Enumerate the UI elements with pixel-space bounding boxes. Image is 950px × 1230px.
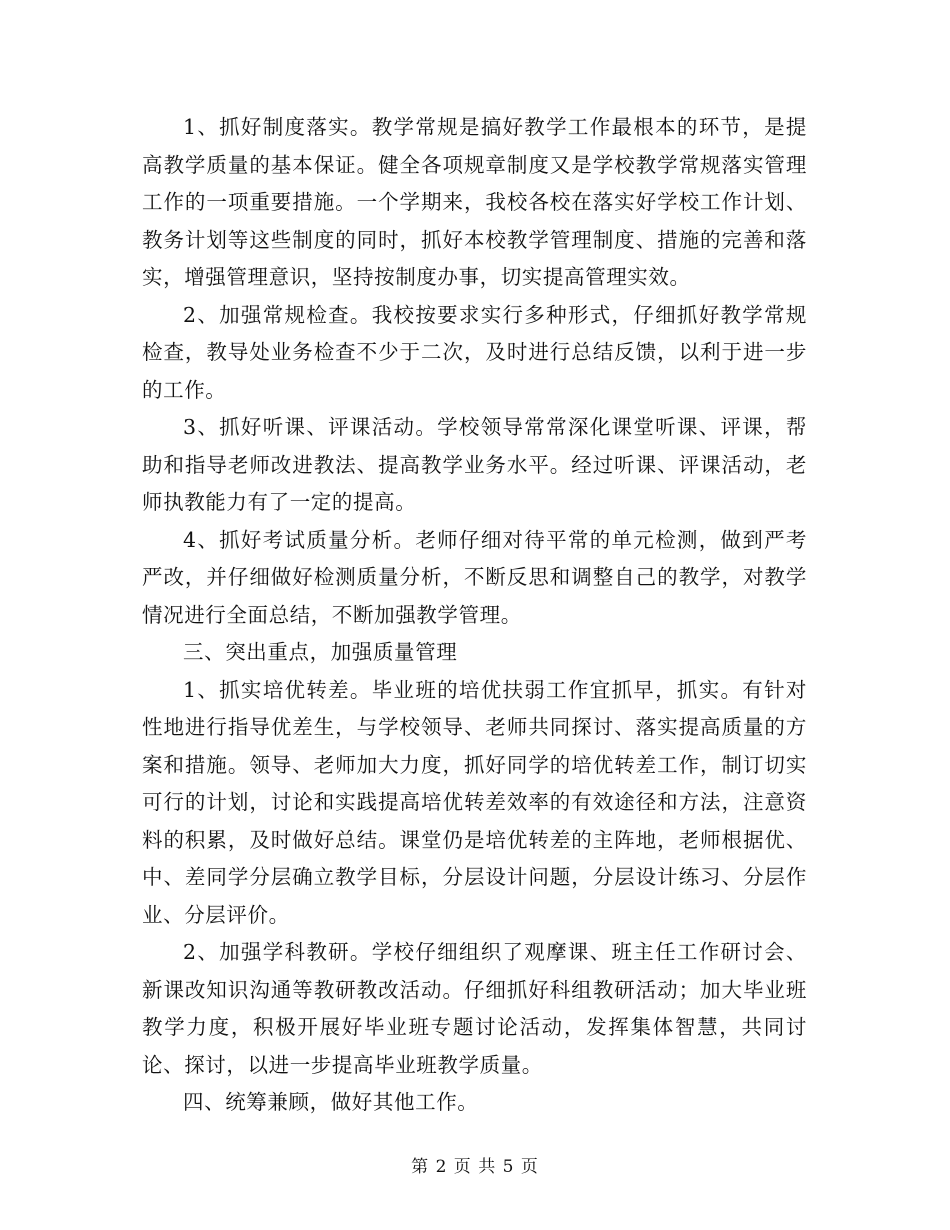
page-number-footer: 第 2 页 共 5 页	[411, 1157, 539, 1177]
paragraph-student-support: 1、抓实培优转差。毕业班的培优扶弱工作宜抓早，抓实。有针对性地进行指导优差生，与学校领导、老师共同探讨、落实提高质量的方案和措施。领导、老师加大力度，抓好同学的培优转差工作，制订切实可行的计划，讨论和实践提高培优转差效率的有效途径和方法，注意资料的积累，及时做好总结。课堂仍是培优转差的主阵地，老师根据优、中、差同学分层确立教学目标，分层设计问题，分层设计练习、分层作业、分层评价。	[142, 677, 807, 927]
document-body	[142, 109, 807, 1122]
paragraph-exam-analysis: 4、抓好考试质量分析。老师仔细对待平常的单元检测，做到严考严改，并仔细做好检测质量分析，不断反思和调整自己的教学，对教学情况进行全面总结，不断加强教学管理。	[142, 527, 807, 627]
paragraph-rule-implementation: 1、抓好制度落实。教学常规是搞好教学工作最根本的环节，是提高教学质量的基本保证。健全各项规章制度又是学校教学常规落实管理工作的一项重要措施。一个学期来，我校各校在落实好学校工作计划、教务计划等这些制度的同时，抓好本校教学管理制度、措施的完善和落实，增强管理意识，坚持按制度办事，切实提高管理实效。	[142, 115, 807, 289]
section-heading-other-work: 四、统筹兼顾，做好其他工作。	[183, 1090, 479, 1114]
paragraph-lesson-evaluation: 3、抓好听课、评课活动。学校领导常常深化课堂听课、评课，帮助和指导老师改进教法、提高教学业务水平。经过听课、评课活动，老师执教能力有了一定的提高。	[142, 415, 807, 514]
section-heading-quality-management: 三、突出重点，加强质量管理	[183, 640, 458, 664]
paragraph-routine-inspection: 2、加强常规检查。我校按要求实行多种形式，仔细抓好教学常规检查，教导处业务检查不少于二次，及时进行总结反馈，以利于进一步的工作。	[142, 302, 807, 402]
paragraph-subject-research: 2、加强学科教研。学校仔细组织了观摩课、班主任工作研讨会、新课改知识沟通等教研教改活动。仔细抓好科组教研活动；加大毕业班教学力度，积极开展好毕业班专题讨论活动，发挥集体智慧，共同讨论、探讨，以进一步提高毕业班教学质量。	[142, 940, 807, 1077]
